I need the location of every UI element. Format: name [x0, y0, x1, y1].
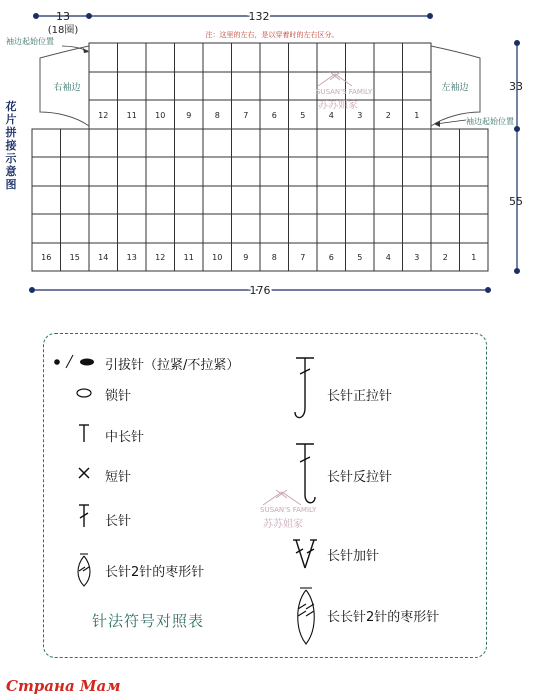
lower-col-number: 6 — [328, 253, 334, 262]
lower-col-number: 16 — [41, 253, 52, 262]
dim-top-width: 132 — [248, 10, 270, 23]
watermark-cn: 苏苏姐家 — [263, 519, 303, 530]
left-sleeve-label: 左袖边 — [441, 83, 469, 93]
upper-col-number: 1 — [414, 111, 420, 120]
upper-col-number: 2 — [385, 111, 391, 120]
lower-col-number: 13 — [126, 253, 137, 262]
side-title-char: 图 — [5, 178, 17, 191]
lower-col-number: 1 — [471, 253, 477, 262]
side-title-char: 接 — [5, 139, 17, 152]
top-dimension — [34, 14, 433, 19]
watermark-en: SUSAN'S FAMILY — [260, 506, 317, 514]
lower-col-number: 8 — [271, 253, 277, 262]
lower-col-number: 12 — [155, 253, 166, 262]
legend-label-half-double: 中长针 — [105, 430, 145, 445]
side-title-char: 示 — [5, 152, 17, 165]
house-logo — [318, 72, 352, 86]
upper-grid — [89, 43, 431, 129]
legend-label-chain: 锁针 — [105, 389, 132, 404]
note-text: 注：这里的左右，是以穿着时的左右区分。 — [205, 31, 339, 39]
upper-col-number: 11 — [126, 111, 137, 120]
side-title-char: 拼 — [5, 126, 17, 139]
upper-col-number: 6 — [271, 111, 277, 120]
upper-col-number: 10 — [155, 111, 166, 120]
side-title-char: 片 — [5, 113, 17, 126]
dim-bottom-width: 176 — [249, 284, 271, 297]
legend-label-slip-stitch: 引拔针（拉紧/不拉紧） — [105, 358, 240, 373]
upper-col-number: 8 — [214, 111, 220, 120]
dim-right-top: 33 — [509, 80, 523, 93]
legend-label-double: 长针 — [105, 514, 132, 529]
right-sleeve-arrow-head — [83, 48, 89, 53]
lower-col-number: 2 — [442, 253, 448, 262]
lower-col-number: 7 — [300, 253, 306, 262]
right-sleeve-label: 右袖边 — [53, 83, 81, 93]
legend-label-fpdc: 长针正拉针 — [327, 389, 393, 404]
upper-col-number: 12 — [98, 111, 109, 120]
right-dimension — [515, 41, 520, 274]
legend-label-puff-2: 长针2针的枣形针 — [105, 565, 205, 580]
lower-col-number: 10 — [212, 253, 223, 262]
right-sleeve-start-label: 袖边起始位置 — [6, 37, 54, 46]
lower-grid — [32, 129, 488, 271]
dim-top-left: 13 — [56, 10, 70, 23]
dim-right-bottom: 55 — [509, 195, 523, 208]
legend-label-bpdc: 长针反拉针 — [327, 470, 393, 485]
lower-col-number: 15 — [69, 253, 80, 262]
site-footer-logo: Страна Мам — [6, 677, 121, 695]
lower-col-number: 11 — [183, 253, 194, 262]
dim-top-left-sub: (18圈) — [47, 25, 79, 36]
left-sleeve-start-label: 袖边起始位置 — [466, 117, 514, 126]
lower-row-numbers — [41, 253, 476, 262]
legend-label-single: 短针 — [105, 470, 132, 485]
side-title — [4, 100, 18, 191]
upper-col-number: 3 — [357, 111, 363, 120]
legend-label-dc-inc: 长针加针 — [327, 549, 380, 564]
lower-col-number: 5 — [357, 253, 363, 262]
lower-col-number: 9 — [243, 253, 249, 262]
watermark-cn: 苏苏姐家 — [318, 100, 358, 111]
upper-col-number: 4 — [328, 111, 334, 120]
legend-label-tr-puff-2: 长长针2针的枣形针 — [327, 610, 440, 625]
watermark-en: SUSAN'S FAMILY — [316, 88, 373, 96]
upper-col-number: 7 — [243, 111, 249, 120]
side-title-char: 意 — [5, 165, 17, 178]
side-title-char: 花 — [5, 100, 17, 113]
legend-title: 针法符号对照表 — [92, 612, 205, 630]
lower-col-number: 4 — [385, 253, 391, 262]
upper-col-number: 9 — [186, 111, 192, 120]
lower-col-number: 14 — [98, 253, 109, 262]
upper-col-number: 5 — [300, 111, 306, 120]
lower-col-number: 3 — [414, 253, 420, 262]
